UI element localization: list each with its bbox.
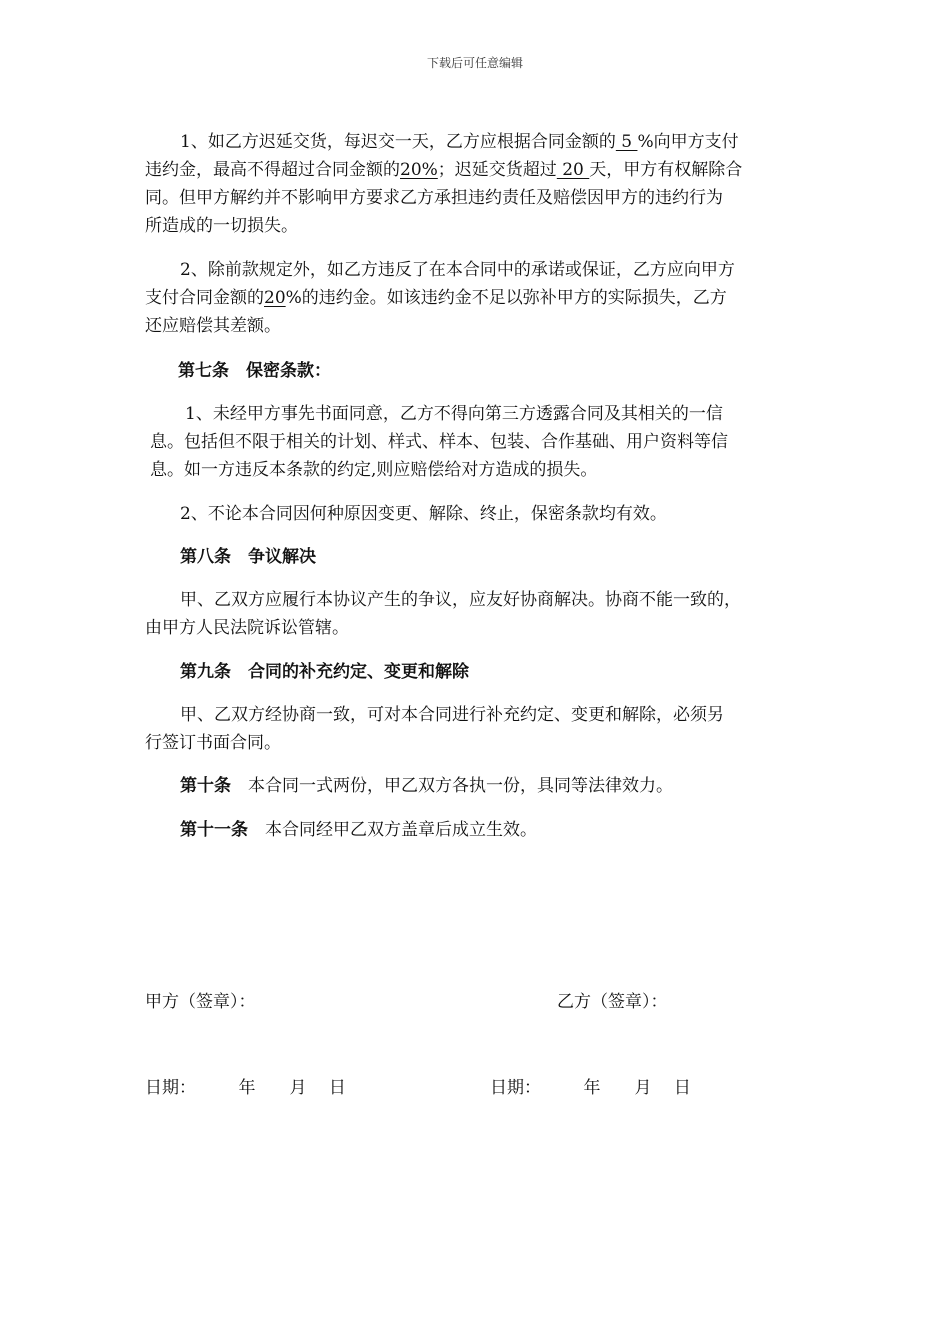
party-a-date: 日期： 年 月 日 — [145, 1078, 346, 1098]
art7-p1-line1: 1、未经甲方事先书面同意，乙方不得向第三方透露合同及其相关的一信 — [185, 404, 723, 424]
art8-line2: 由甲方人民法院诉讼管辖。 — [145, 618, 349, 638]
party-a-signature-label: 甲方（签章）： — [145, 992, 256, 1012]
article8-title: 第八条 争议解决 — [180, 547, 316, 567]
art9-line1: 甲、乙双方经协商一致，可对本合同进行补充约定、变更和解除，必须另 — [180, 705, 724, 725]
p1-line2: 违约金，最高不得超过合同金额的20%；迟延交货超过 20 天，甲方有权解除合 — [145, 160, 743, 180]
article11: 第十一条 本合同经甲乙双方盖章后成立生效。 — [180, 820, 537, 840]
art7-p1-line2: 息。包括但不限于相关的计划、样式、样本、包装、合作基础、用户资料等信 — [150, 432, 728, 452]
article10: 第十条 本合同一式两份，甲乙双方各执一份，具同等法律效力。 — [180, 776, 673, 796]
art7-p2: 2、不论本合同因何种原因变更、解除、终止，保密条款均有效。 — [180, 504, 667, 524]
article7-title: 第七条 保密条款： — [178, 361, 331, 381]
p2-line1: 2、除前款规定外，如乙方违反了在本合同中的承诺或保证，乙方应向甲方 — [180, 260, 735, 280]
p2-line2: 支付合同金额的20%的违约金。如该违约金不足以弥补甲方的实际损失，乙方 — [145, 288, 727, 308]
p1-line1: 1、如乙方迟延交货，每迟交一天，乙方应根据合同金额的 5 %向甲方支付 — [180, 132, 739, 152]
art8-line1: 甲、乙双方应履行本协议产生的争议，应友好协商解决。协商不能一致的， — [180, 590, 741, 610]
p2-line3: 还应赔偿其差额。 — [145, 316, 281, 336]
p1-line3: 同。但甲方解约并不影响甲方要求乙方承担违约责任及赔偿因甲方的违约行为 — [145, 188, 723, 208]
p1-line4: 所造成的一切损失。 — [145, 216, 298, 236]
party-b-signature-label: 乙方（签章）： — [557, 992, 668, 1012]
art7-p1-line3: 息。如一方违反本条款的约定,则应赔偿给对方造成的损失。 — [150, 460, 598, 480]
page-header: 下载后可任意编辑 — [426, 56, 523, 70]
party-b-date: 日期： 年 月 日 — [490, 1078, 691, 1098]
article9-title: 第九条 合同的补充约定、变更和解除 — [180, 662, 469, 682]
art9-line2: 行签订书面合同。 — [145, 733, 281, 753]
